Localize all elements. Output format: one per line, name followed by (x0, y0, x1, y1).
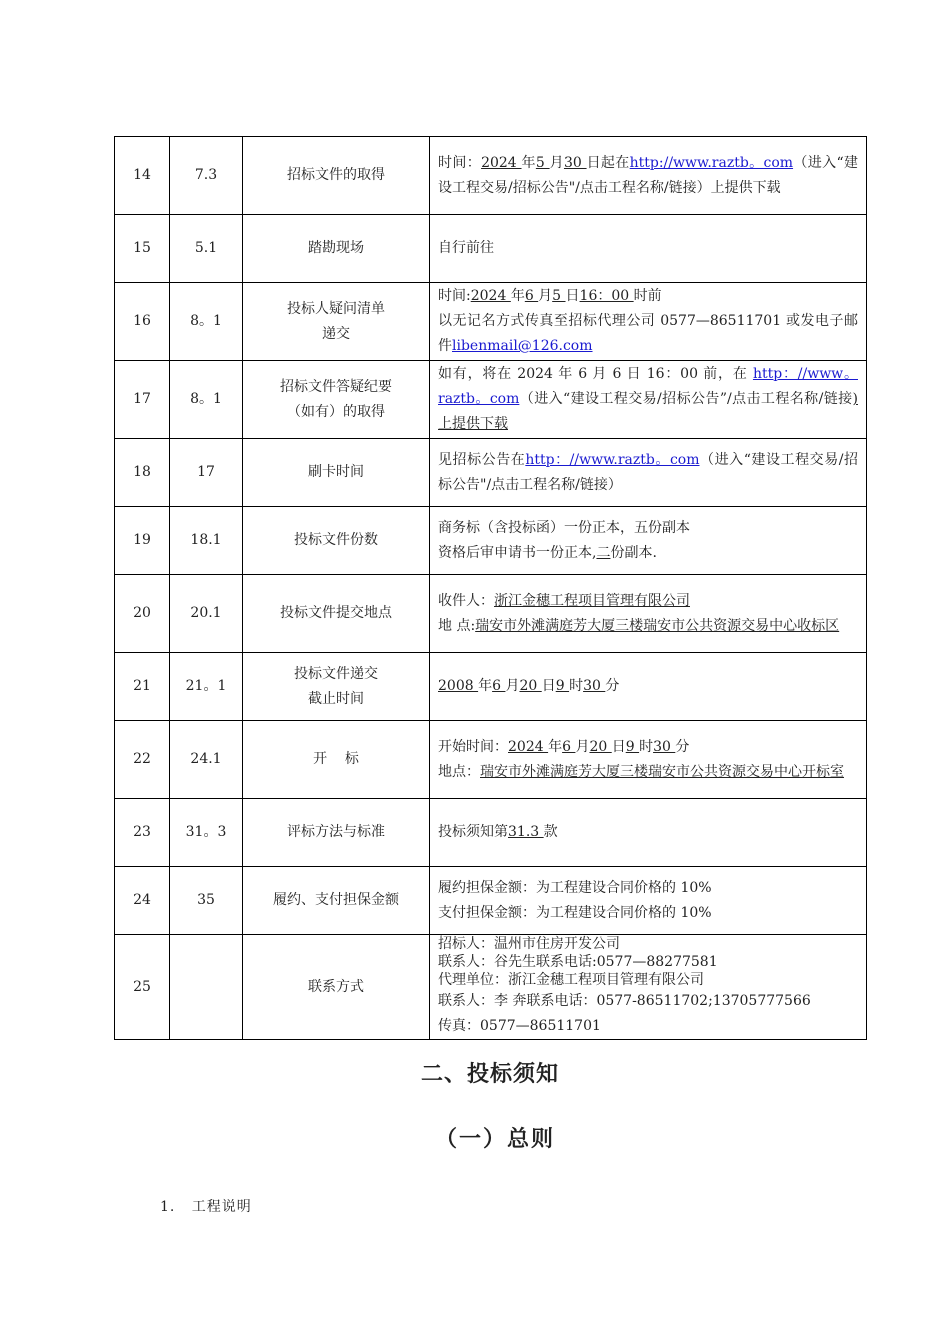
item-content: 时间:2024 年6 月5 日16：00 时前 以无记名方式传真至招标代理公司 0577—86511701 或发电子邮件libenmail@126.com (430, 283, 867, 361)
clause-number: 20.1 (170, 575, 243, 653)
clause-number: 21。1 (170, 653, 243, 721)
item-name: 投标文件递交 截止时间 (243, 653, 430, 721)
item-name: 投标人疑问清单 递交 (243, 283, 430, 361)
table-row (115, 507, 867, 575)
item-content: 时间：2024 年5 月30 日起在http://www.raztb。com（进入“建设工程交易/招标公告"/点击工程名称/链接）上提供下载 (430, 137, 867, 215)
row-number: 25 (115, 935, 170, 1040)
item-content: 商务标（含投标函）一份正本，五份副本 资格后审申请书一份正本,二份副本. (430, 507, 867, 575)
item-name: 投标文件提交地点 (243, 575, 430, 653)
row-number: 23 (115, 799, 170, 867)
item-content: 收件人：浙江金穗工程项目管理有限公司 地 点:瑞安市外滩满庭芳大厦三楼瑞安市公共资源交易中心收标区 (430, 575, 867, 653)
email-link[interactable]: libenmail@126.com (452, 338, 593, 354)
clause-number: 18.1 (170, 507, 243, 575)
clause-number: 31。3 (170, 799, 243, 867)
clause-number (170, 935, 243, 1040)
clause-number: 5.1 (170, 215, 243, 283)
item-name: 投标文件份数 (243, 507, 430, 575)
item-name: 联系方式 (243, 935, 430, 1040)
row-number: 15 (115, 215, 170, 283)
row-number: 20 (115, 575, 170, 653)
item-content: 2008 年6 月20 日9 时30 分 (430, 653, 867, 721)
item-content: 履约担保金额：为工程建设合同价格的 10% 支付担保金额：为工程建设合同价格的 10% (430, 867, 867, 935)
raztb-link[interactable]: http：//www。raztb。com (438, 366, 858, 407)
table-row (115, 215, 867, 283)
item-content: 见招标公告在http：//www.raztb。com（进入“建设工程交易/招标公告"/点击工程名称/链接） (430, 439, 867, 507)
item-name: 招标文件的取得 (243, 137, 430, 215)
table-row (115, 137, 867, 215)
table-row (115, 721, 867, 799)
clause-number: 8。1 (170, 361, 243, 439)
clause-number: 17 (170, 439, 243, 507)
row-number: 19 (115, 507, 170, 575)
subsection-heading: （一）总则 (434, 1127, 555, 1152)
table-row (115, 935, 867, 1040)
item-content: 自行前往 (430, 215, 867, 283)
table-row (115, 283, 867, 361)
clause-number: 35 (170, 867, 243, 935)
clause-number: 24.1 (170, 721, 243, 799)
item-name: 开 标 (243, 721, 430, 799)
raztb-link[interactable]: http：//www.raztb。com (525, 451, 700, 468)
item-name: 踏勘现场 (243, 215, 430, 283)
table-row (115, 799, 867, 867)
item-name: 刷卡时间 (243, 439, 430, 507)
table-row (115, 439, 867, 507)
item-content: 招标人：温州市住房开发公司 联系人：谷先生联系电话:0577—88277581 代理单位：浙江金穗工程项目管理有限公司 联系人：李 奔联系电话：0577-86511702;13705777566 传真：0577—86511701 (430, 935, 867, 1040)
clause-number: 7.3 (170, 137, 243, 215)
list-item: 1. 工程说明 (160, 1199, 252, 1215)
item-content: 如有，将在 2024 年 6 月 6 日 16：00 前，在 http：//www。raztb。com（进入“建设工程交易/招标公告”/点击工程名称/链接)上提供下载 (430, 361, 867, 439)
table-row (115, 653, 867, 721)
bid-data-table (114, 136, 867, 1040)
section-heading: 二、投标须知 (420, 1062, 559, 1087)
item-content: 投标须知第31.3 款 (430, 799, 867, 867)
item-name: 招标文件答疑纪要 （如有）的取得 (243, 361, 430, 439)
item-content: 开始时间：2024 年6 月20 日9 时30 分 地点：瑞安市外滩满庭芳大厦三楼瑞安市公共资源交易中心开标室 (430, 721, 867, 799)
item-name: 评标方法与标准 (243, 799, 430, 867)
table-row (115, 361, 867, 439)
table-row (115, 867, 867, 935)
row-number: 16 (115, 283, 170, 361)
table-row (115, 575, 867, 653)
row-number: 18 (115, 439, 170, 507)
row-number: 22 (115, 721, 170, 799)
row-number: 24 (115, 867, 170, 935)
row-number: 21 (115, 653, 170, 721)
row-number: 17 (115, 361, 170, 439)
raztb-link[interactable]: http://www.raztb。com (629, 154, 794, 171)
item-name: 履约、支付担保金额 (243, 867, 430, 935)
row-number: 14 (115, 137, 170, 215)
clause-number: 8。1 (170, 283, 243, 361)
